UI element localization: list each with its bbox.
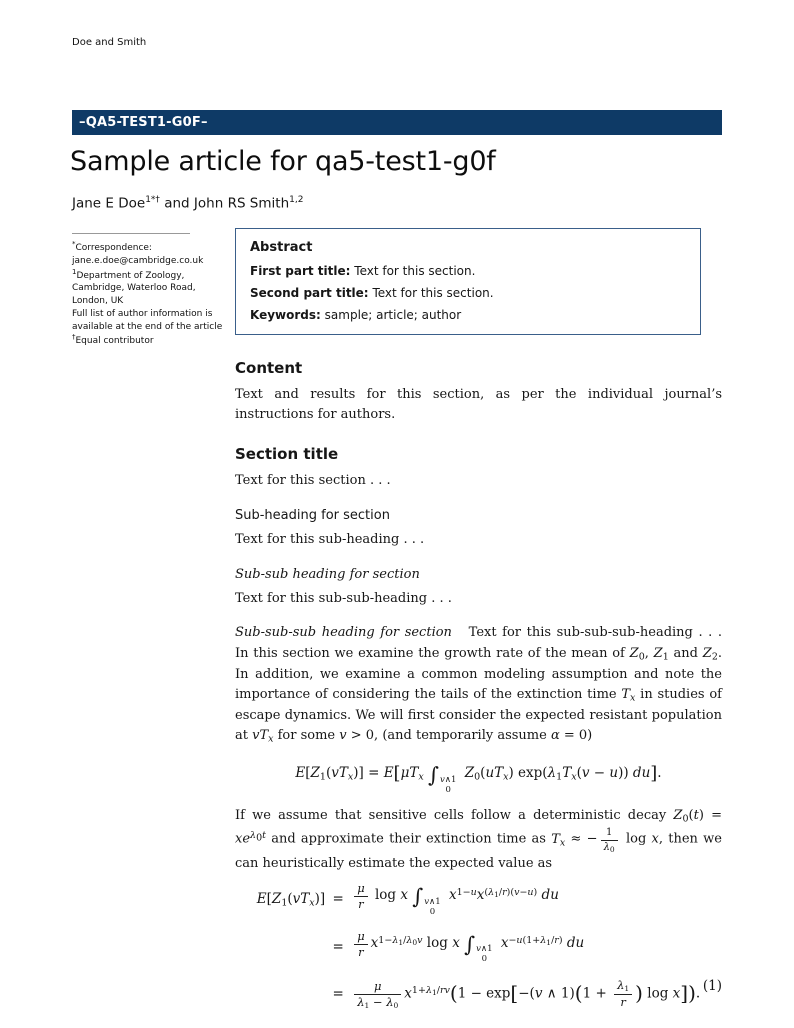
banner-bar — [72, 110, 722, 135]
equal-contributor-note: †Equal contributor — [72, 333, 154, 347]
sub-heading: Sub-heading for section — [235, 507, 390, 523]
abstract-second-part — [250, 286, 686, 300]
article-title: Sample article for qa5-test1-g0f — [70, 146, 496, 177]
authors-line: Jane E Doe$^{1*\dagger}$ and John RS Smith$^{1,2}$ — [72, 195, 304, 212]
equals-sign: = — [332, 985, 344, 1002]
decay-paragraph: If we assume that sensitive cells follow a deterministic decay $Z_0(t) = xe^{\lambda_0t}$ and approximate their extinction time as $T_x$ ≈ − $\frac{1}{\lambda_0}$ log x, then we can heuristically estimate the expected value as — [235, 808, 723, 872]
sub-sub-heading: Sub-sub heading for section — [235, 567, 420, 583]
sub-heading-paragraph: Text for this sub-heading . . . — [235, 532, 425, 548]
abstract-keywords — [250, 308, 686, 322]
equals-sign: = — [332, 891, 344, 908]
sub-sub-sub-text: Text for this sub-sub-sub-heading . . . In this section we examine the growth rate of the mean of $Z_0$, $Z_1$ and $Z_2$. In addition, we examine a common modeling assumption and note the importance of considering the tails of the extinction time $T_x$ in studies of escape dynamics. We will first consider the expected resistant population at $vT_x$ for some v > 0, (and temporarily assume α = 0) — [235, 625, 722, 745]
correspondence-sidebar — [72, 240, 224, 348]
affiliation-line: London, UK — [72, 296, 124, 307]
sub-sub-sub-paragraph — [235, 623, 722, 747]
content-paragraph: Text and results for this section, as per the individual journal’s instructions for authors. — [235, 387, 722, 423]
affiliation-line: $^1$Department of Zoology, — [72, 267, 185, 281]
display-equation: $E[Z_1(vT_x)] = E[\mu T_x$ ∫ v∧1 0 $Z_0(uT_x) \exp(\lambda_1T_x(v - u))$ du]. — [295, 763, 662, 795]
running-head: Doe and Smith — [72, 37, 147, 48]
abstract-first-part — [250, 264, 686, 278]
correspondence-label: *Correspondence: — [72, 240, 152, 253]
equation-rhs-line-2: $\frac{\mu}{r}$ $x^{1-\lambda_1/\lambda_0v}$ log x ∫ v∧1 0 $x^{-u(1+\lambda_1/r)}$ du — [351, 930, 700, 965]
abstract-label: Keywords: — [250, 308, 321, 322]
author-info-note: available at the end of the article — [72, 321, 223, 332]
correspondence-email: jane.e.doe@cambridge.co.uk — [72, 255, 204, 266]
equation-lhs: $E[Z_1(vT_x)]$ — [256, 890, 326, 908]
abstract-label: Second part title: — [250, 286, 369, 300]
footnote-rule — [72, 233, 190, 234]
abstract-box — [235, 228, 701, 335]
section-paragraph: Text for this section . . . — [235, 472, 391, 488]
banner-text: –QA5-TEST1-G0F– — [79, 115, 208, 130]
sub-sub-heading-paragraph: Text for this sub-sub-heading . . . — [235, 591, 452, 607]
author-info-note: Full list of author information is — [72, 308, 213, 319]
sub-sub-sub-heading: Sub-sub-sub heading for section — [235, 625, 452, 641]
affiliation-line: Cambridge, Waterloo Road, — [72, 283, 196, 294]
abstract-text: Text for this section. — [372, 286, 494, 300]
aligned-equation-block — [235, 882, 722, 1011]
equation-rhs-line-1: $\frac{\mu}{r}$ log x ∫ v∧1 0 $x^{1-u}x^{(\lambda_1/r)(v-u)}$ du — [351, 882, 700, 917]
equation-rhs-line-3: $\frac{\mu}{\lambda_1 - \lambda_0}$ $x^{1+\lambda_1/rv}(1 - \exp[-(v$ ∧ 1)(1 + $\frac{\lambda_1}{r}$ ) log x]). — [351, 978, 700, 1011]
section-heading-content: Content — [235, 359, 303, 377]
abstract-text: sample; article; author — [324, 308, 462, 322]
main-column — [235, 357, 722, 1011]
section-heading-title: Section title — [235, 444, 339, 463]
abstract-heading: Abstract — [250, 240, 313, 255]
equation-number: (1) — [702, 977, 722, 994]
equals-sign: = — [332, 938, 344, 955]
abstract-text: Text for this section. — [354, 264, 476, 278]
abstract-label: First part title: — [250, 264, 351, 278]
